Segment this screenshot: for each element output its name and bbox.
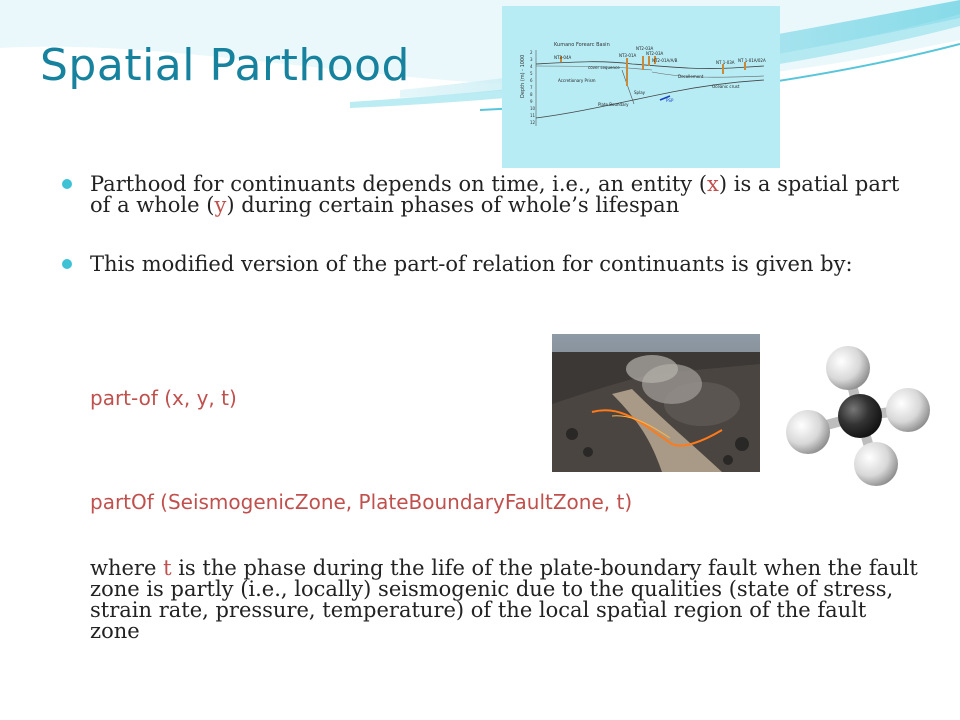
- y-tick: 5: [530, 71, 533, 76]
- y-tick: 10: [530, 106, 536, 111]
- site-label: NT2-03A: [636, 46, 654, 51]
- lava-flow-photo: [552, 334, 760, 472]
- bullet-text: Parthood for continuants depends on time, i.e., an entity (: [90, 172, 708, 196]
- y-tick: 9: [530, 99, 533, 104]
- bullet-modified-version: [62, 254, 912, 275]
- diagram-title: Kumano Forearc Basin: [554, 42, 610, 48]
- label-oceanic: Oceanic crust: [712, 84, 740, 89]
- y-tick: 4: [530, 64, 533, 69]
- y-tick: 6: [530, 78, 533, 83]
- molecule-icon: [778, 340, 938, 490]
- label-splay: Splay: [634, 90, 646, 95]
- where-text: is the phase during the life of the plate-boundary fault when the fault zone is partly (i.e., locally) seismogenic due to the qualities (state of stress, strain rate, pressure, temperature) of the local spatial region of the fault zone: [90, 556, 918, 643]
- var-y: y: [214, 193, 227, 217]
- formula-partof-seismogenic: partOf (SeismogenicZone, PlateBoundaryFaultZone, t): [90, 490, 633, 514]
- bullet-text: ) during certain phases of whole’s lifespan: [226, 193, 680, 217]
- slide-content: [62, 168, 912, 275]
- where-paragraph: [90, 558, 920, 642]
- var-x: x: [707, 172, 719, 196]
- diagram-y-label: Depth (m) - 1000: [520, 54, 526, 98]
- site-label: NT 1-01A/02A: [738, 58, 766, 63]
- label-plate-boundary: Plate Boundary: [598, 102, 629, 107]
- y-tick: 12: [530, 120, 536, 125]
- bullet-icon: [62, 179, 72, 189]
- label-prism: Accretionary Prism: [558, 78, 596, 83]
- var-t: t: [163, 556, 172, 580]
- diagram-y-ticks: [530, 50, 536, 125]
- y-tick: 7: [530, 85, 533, 90]
- label-decollement: Decollement: [678, 74, 704, 79]
- site-label: NT2-03A: [646, 51, 664, 56]
- site-label: NT3-01A: [619, 53, 637, 58]
- label-psp: PSP: [666, 98, 674, 103]
- fault-cross-section-diagram: [502, 6, 780, 168]
- bullet-text: This modified version of the part-of relation for continuants is given by:: [90, 252, 853, 276]
- bullet-text: ) is a spatial part of a whole (: [90, 172, 900, 217]
- y-tick: 2: [530, 50, 533, 55]
- bullet-icon: [62, 259, 72, 269]
- site-label: NT2-01A/A/B: [652, 58, 678, 63]
- y-tick: 3: [530, 57, 533, 62]
- formula-part-of: part-of (x, y, t): [90, 386, 237, 410]
- site-label: NT3-04A: [554, 55, 572, 60]
- y-tick: 8: [530, 92, 533, 97]
- bullet-parthood: [62, 174, 912, 216]
- page-title: Spatial Parthood: [40, 40, 410, 91]
- fault-cross-section-figure: [502, 6, 780, 168]
- site-label: NT 1-03A: [716, 60, 735, 65]
- y-tick: 11: [530, 113, 536, 118]
- label-cover: cover sequence: [588, 65, 620, 70]
- where-text: where: [90, 556, 164, 580]
